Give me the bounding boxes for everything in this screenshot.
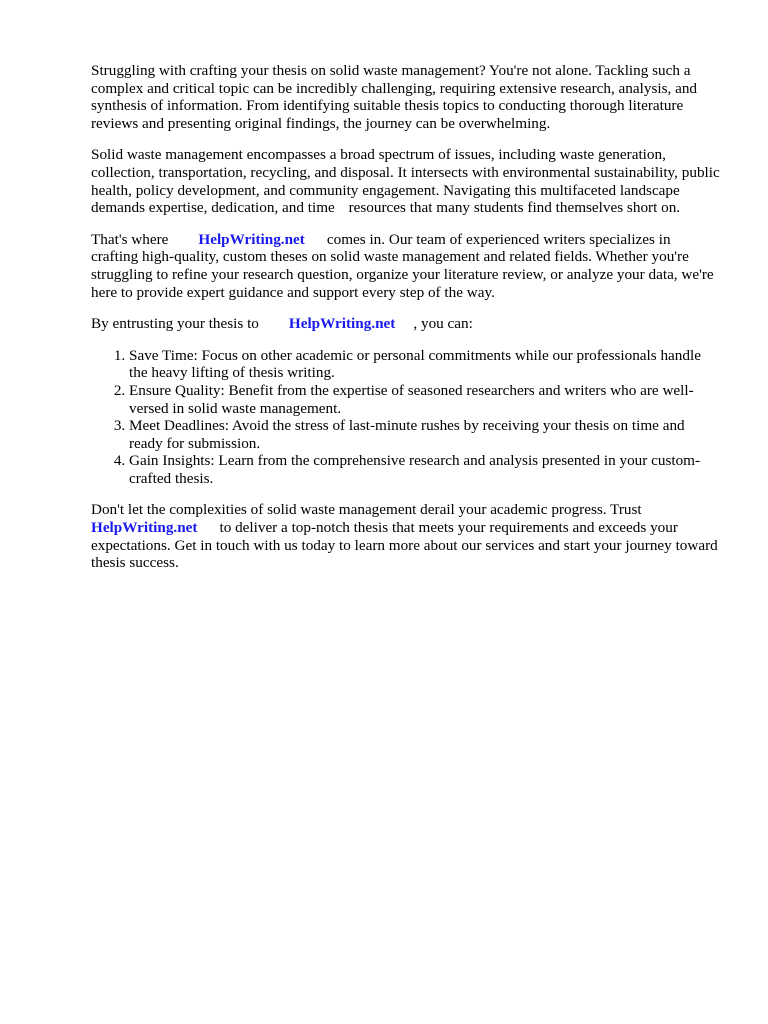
scope-text-part1: Solid waste management encompasses a broad spectrum of issues, including waste generation, collection, transportation, recycling, and disposal. It intersects with environmental sustainability, public health, policy development, and community engagement. Navigating this multifaceted landscape demands expertise, dedication, and time [91, 146, 720, 217]
document-body [91, 62, 721, 586]
list-item: 1. Save Time: Focus on other academic or personal commitments while our professionals handle the heavy lifting of thesis writing. [129, 347, 721, 382]
helpwriting-link-2[interactable]: HelpWriting.net [288, 315, 396, 333]
closing-paragraph [91, 501, 721, 571]
helpwriting-link-1[interactable]: HelpWriting.net [198, 230, 305, 248]
benefits-intro-paragraph [91, 315, 721, 333]
closing-text-body: to deliver a top-notch thesis that meets your requirements and exceeds your expectations. Get in touch with us today to learn more about our services and start your journey toward thesis success. [91, 519, 718, 572]
service-paragraph [91, 231, 721, 301]
scope-paragraph [91, 146, 721, 216]
service-text-lead: That's where [91, 230, 169, 248]
helpwriting-link-3[interactable]: HelpWriting.net [91, 519, 198, 537]
service-text-body: comes in. Our team of experienced writers specializes in crafting high-quality, custom theses on solid waste management and related fields. Whether you're struggling to refine your research question, organize your literature review, or analyze your data, we're here to provide expert guidance and support every step of the way. [91, 230, 714, 301]
list-item: 2. Ensure Quality: Benefit from the expertise of seasoned researchers and writers who are well-versed in solid waste management. [129, 382, 721, 417]
benefits-intro-lead: By entrusting your thesis to [91, 315, 259, 333]
intro-paragraph: Struggling with crafting your thesis on solid waste management? You're not alone. Tackling such a complex and critical topic can be incredibly challenging, requiring extensive research, analysis, and synthesis of information. From identifying suitable thesis topics to conducting thorough literature reviews and presenting original findings, the journey can be overwhelming. [91, 62, 698, 132]
closing-text-lead: Don't let the complexities of solid waste management derail your academic progress. Trust [91, 501, 642, 519]
benefits-list [91, 347, 721, 488]
list-item: 3. Meet Deadlines: Avoid the stress of last-minute rushes by receiving your thesis on time and ready for submission. [129, 417, 721, 452]
benefits-intro-tail: , you can: [413, 315, 473, 333]
list-item: 4. Gain Insights: Learn from the comprehensive research and analysis presented in your custom-crafted thesis. [129, 452, 721, 487]
scope-text-part2: resources that many students find themselves short on. [348, 199, 681, 217]
